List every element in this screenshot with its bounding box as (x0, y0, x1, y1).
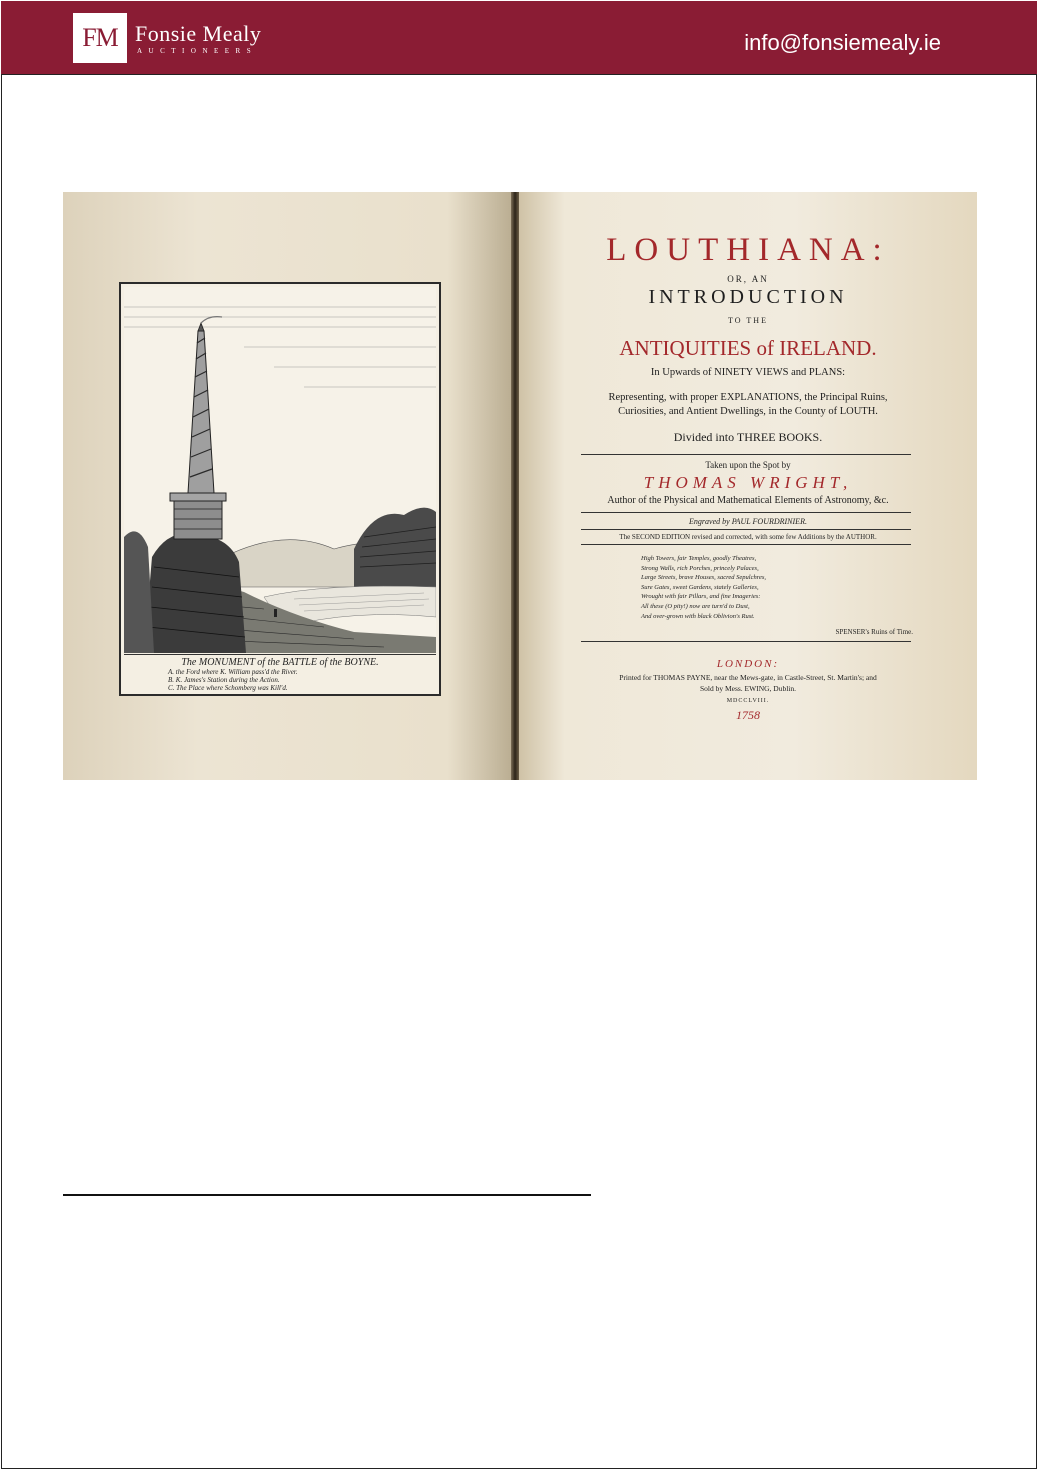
title-author-of: Author of the Physical and Mathematical Elements of Astronomy, &c. (607, 495, 889, 506)
title-verse (641, 554, 901, 621)
title-rule (581, 529, 911, 530)
title-author-name: THOMAS WRIGHT, (643, 473, 853, 492)
plate-caption-title: The MONUMENT of the BATTLE of the BOYNE. (181, 657, 379, 668)
title-printed-line: Printed for THOMAS PAYNE, near the Mews-gate, in Castle-Street, St. Martin's; and (619, 673, 877, 682)
title-rule (581, 544, 911, 545)
title-verse-source: SPENSER's Ruins of Time. (835, 628, 913, 636)
title-or-an: OR, AN (727, 274, 769, 284)
lot-photo (63, 192, 977, 780)
verse-line: Sure Gates, sweet Gardens, stately Galleries, (641, 583, 759, 591)
title-representing (519, 391, 977, 419)
title-introduction: INTRODUCTION (648, 286, 848, 308)
verse-line: Wrought with fair Pillars, and fine Imageries: (641, 593, 761, 601)
plate-caption-line: A. the Ford where K. William pass'd the River. (168, 668, 298, 676)
left-page (63, 192, 515, 780)
contact-email[interactable]: info@fonsiemealy.ie (744, 30, 941, 55)
title-divided: Divided into THREE BOOKS. (673, 430, 823, 444)
logo-mark[interactable]: FM (73, 13, 127, 63)
title-louthiana: LOUTHIANA: (606, 232, 890, 268)
title-rule (581, 512, 911, 513)
title-representing-line: Representing, with proper EXPLANATIONS, the Principal Ruins, (608, 392, 888, 403)
plate-caption-line: C. The Place where Schomberg was Kill'd. (168, 684, 288, 692)
title-london: LONDON: (716, 658, 780, 670)
header-band (1, 1, 1037, 75)
plate-caption-line: B. K. James's Station during the Action. (168, 676, 280, 684)
title-representing-line: Curiosities, and Antient Dwellings, in the County of LOUTH. (618, 406, 878, 417)
title-taken: Taken upon the Spot by (705, 460, 791, 470)
title-printed-line: Sold by Mess. EWING, Dublin. (699, 684, 797, 693)
title-year-roman: MDCCLVIII. (726, 698, 770, 704)
title-antiquities: ANTIQUITIES of IRELAND. (619, 336, 877, 360)
title-year-handwritten: 1758 (736, 708, 760, 722)
title-to-the: TO THE (728, 316, 768, 325)
brand-subtitle: AUCTIONEERS (137, 47, 258, 55)
verse-line: And over-grown with black Oblivion's Rust. (641, 612, 755, 620)
verse-line: High Towers, fair Temples, goodly Theatres, (641, 555, 757, 562)
engraved-plate (119, 282, 441, 696)
title-page (519, 192, 977, 780)
title-upwards: In Upwards of NINETY VIEWS and PLANS: (650, 367, 846, 378)
verse-line: Large Streets, brave Houses, sacred Sepulchres, (641, 574, 767, 582)
verse-line: Strong Walls, rich Porches, princely Palaces, (641, 564, 759, 572)
title-rule (581, 641, 911, 642)
brand-name: Fonsie Mealy (135, 21, 262, 46)
book-gutter (511, 192, 519, 780)
title-edition: The SECOND EDITION revised and corrected, with some few Additions by the AUTHOR. (619, 533, 877, 541)
title-printed (519, 672, 977, 694)
monument-engraving (124, 287, 436, 653)
verse-line: All these (O pity!) now are turn'd to Dust, (641, 602, 750, 610)
plate-caption (124, 654, 436, 691)
signature-line (63, 1194, 591, 1196)
title-engraved: Engraved by PAUL FOURDRINIER. (689, 517, 807, 526)
title-rule (581, 454, 911, 455)
